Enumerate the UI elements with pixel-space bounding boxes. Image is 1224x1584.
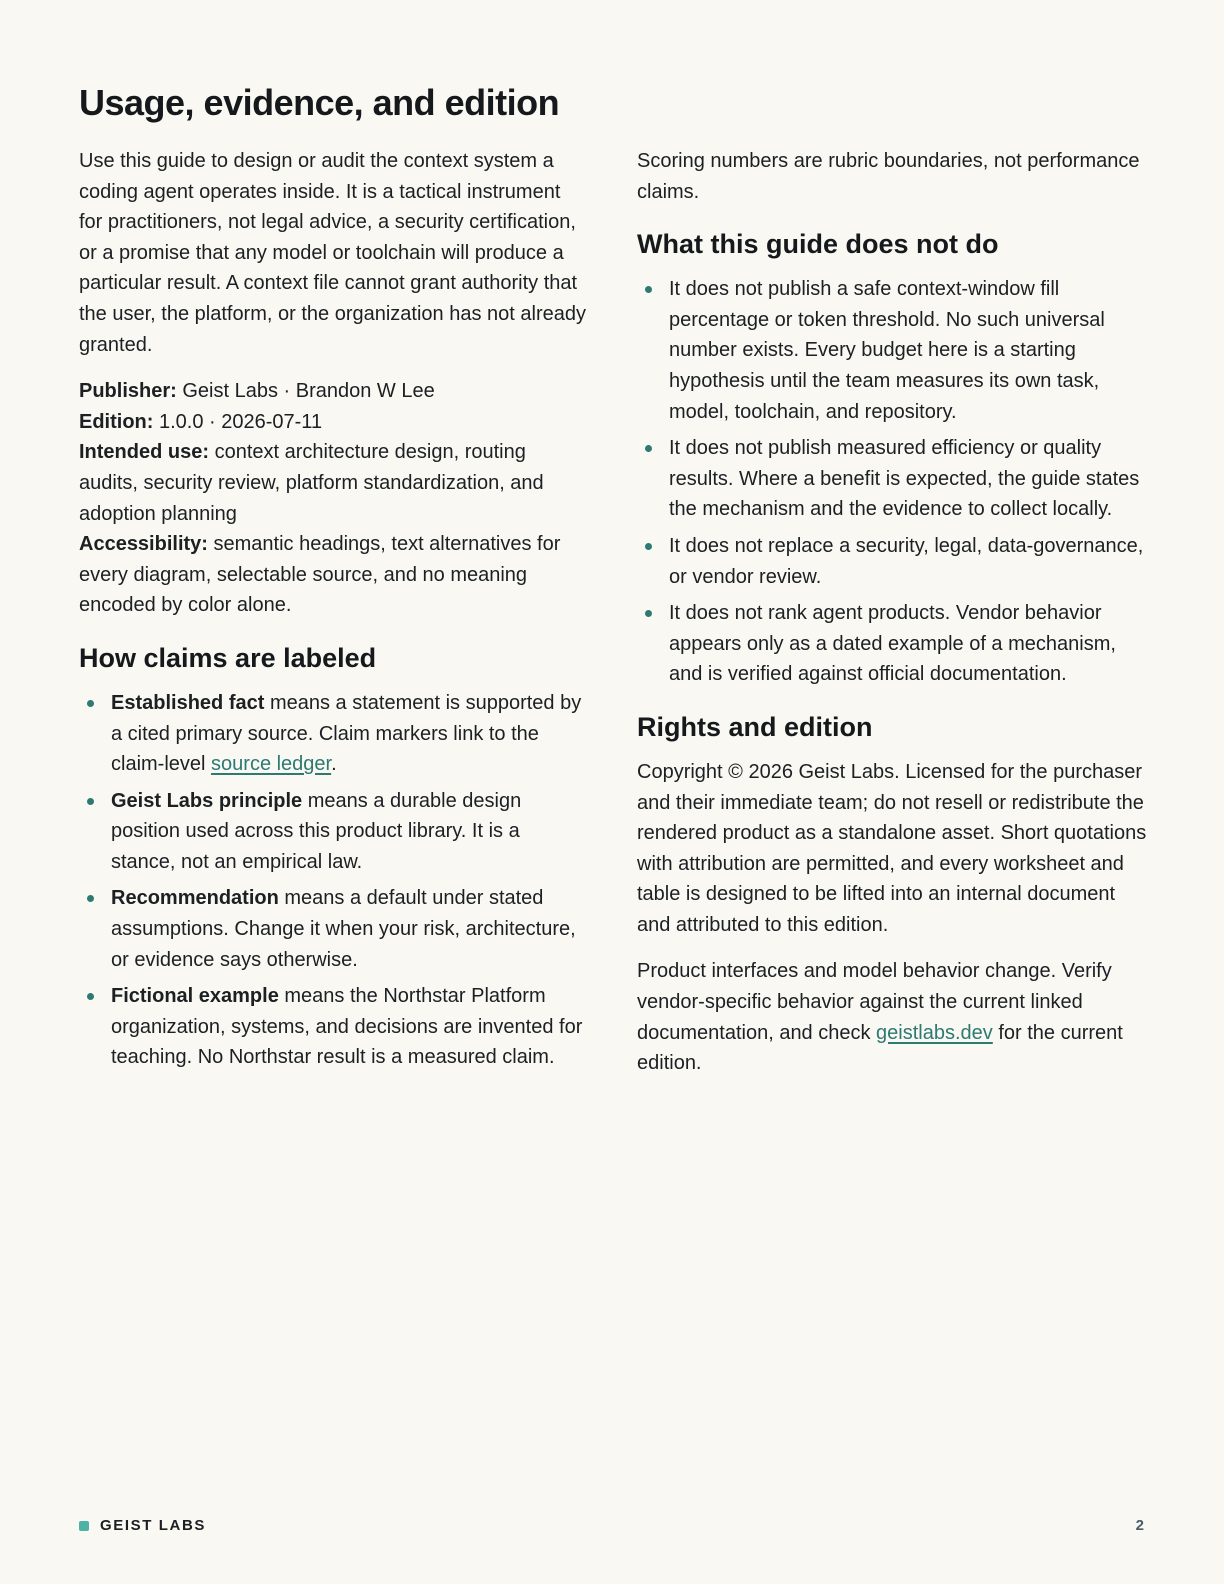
claim-text: means a default under stated assumptions. Change it when your risk, architecture, or evidence says otherwise. bbox=[111, 887, 576, 971]
bullet-icon bbox=[87, 895, 94, 902]
claims-list bbox=[79, 688, 589, 1073]
brand-mark-icon bbox=[79, 1521, 89, 1531]
claim-term: Recommendation bbox=[111, 887, 279, 910]
change-text-end: for the current edition. bbox=[637, 1021, 1123, 1075]
claim-text: means the Northstar Platform organization, systems, and decisions are invented for teaching. No Northstar result is a measured claim. bbox=[111, 985, 583, 1069]
list-item bbox=[79, 688, 589, 780]
bullet-icon bbox=[87, 700, 94, 707]
meta-value: 1.0.0 · 2026-07-11 bbox=[153, 410, 323, 433]
not-do-text: It does not replace a security, legal, data-governance, or vendor review. bbox=[669, 534, 1144, 588]
source-ledger-link[interactable]: source ledger bbox=[211, 753, 332, 776]
claim-term: Fictional example bbox=[111, 985, 279, 1008]
meta-value: context architecture design, routing audits, security review, platform standardization, and adoption planning bbox=[79, 441, 544, 525]
list-item bbox=[79, 981, 589, 1073]
list-item bbox=[637, 531, 1147, 592]
list-item bbox=[637, 274, 1147, 427]
rights-paragraph: Copyright © 2026 Geist Labs. Licensed for the purchaser and their immediate team; do not resell or redistribute the rendered product as a standalone asset. Short quotations with attribution are permitted, and every worksheet and table is designed to be lifted into an internal document and attributed to this edition. bbox=[637, 760, 1147, 936]
intro-paragraph: Use this guide to design or audit the context system a coding agent operates inside. It is a tactical instrument for practitioners, not legal advice, a security certification, or a promise that any model or toolchain will produce a particular result. A context file cannot grant authority that the user, the platform, or the organization has not already granted. bbox=[79, 150, 586, 356]
claim-text: means a statement is supported by a cited primary source. Claim markers link to the claim-level bbox=[111, 691, 582, 776]
not-do-text: It does not rank agent products. Vendor behavior appears only as a dated example of a mechanism, and is verified against official documentation. bbox=[669, 602, 1116, 686]
claim-term: Established fact bbox=[111, 691, 265, 714]
scoring-note: Scoring numbers are rubric boundaries, not performance claims. bbox=[637, 150, 1140, 203]
left-column bbox=[79, 146, 589, 1079]
right-column bbox=[637, 146, 1147, 1095]
bullet-icon bbox=[87, 798, 94, 805]
not-do-text: It does not publish measured efficiency or quality results. Where a benefit is expected, the guide states the mechanism and the evidence to collect locally. bbox=[669, 437, 1140, 521]
bullet-icon bbox=[645, 286, 652, 293]
list-item bbox=[79, 786, 589, 878]
list-item bbox=[637, 598, 1147, 690]
footer-brand-label: GEIST LABS bbox=[100, 1517, 207, 1534]
list-item bbox=[637, 433, 1147, 525]
edition-metadata bbox=[79, 376, 589, 621]
page-number: 2 bbox=[1135, 1517, 1144, 1534]
meta-publisher bbox=[79, 376, 589, 407]
meta-key: Publisher: bbox=[79, 380, 177, 403]
bullet-icon bbox=[645, 543, 652, 550]
meta-value: Geist Labs · Brandon W Lee bbox=[176, 380, 435, 403]
page-title: Usage, evidence, and edition bbox=[79, 82, 560, 123]
claim-text-end: . bbox=[331, 753, 337, 776]
claim-text: means a durable design position used across this product library. It is a stance, not an empirical law. bbox=[111, 789, 522, 873]
bullet-icon bbox=[645, 610, 652, 617]
not-do-list bbox=[637, 274, 1147, 690]
bullet-icon bbox=[87, 993, 94, 1000]
rights-heading: Rights and edition bbox=[637, 711, 873, 742]
meta-key: Accessibility: bbox=[79, 533, 208, 556]
meta-accessibility bbox=[79, 529, 589, 621]
claims-heading: How claims are labeled bbox=[79, 642, 377, 673]
meta-key: Intended use: bbox=[79, 441, 210, 464]
meta-edition bbox=[79, 407, 589, 438]
change-paragraph bbox=[637, 956, 1147, 1078]
not-do-text: It does not publish a safe context-window fill percentage or token threshold. No such universal number exists. Every budget here is a starting hypothesis until the team measures its own task, model, toolchain, and repository. bbox=[669, 278, 1105, 423]
meta-intended-use bbox=[79, 437, 589, 529]
claim-term: Geist Labs principle bbox=[111, 789, 303, 812]
not-do-heading: What this guide does not do bbox=[637, 229, 999, 260]
geistlabs-link[interactable]: geistlabs.dev bbox=[876, 1021, 993, 1044]
change-text: Product interfaces and model behavior change. Verify vendor-specific behavior against the current linked documentation, and check bbox=[637, 960, 1112, 1044]
bullet-icon bbox=[645, 445, 652, 452]
list-item bbox=[79, 883, 589, 975]
meta-value: semantic headings, text alternatives for every diagram, selectable source, and no meaning encoded by color alone. bbox=[79, 533, 561, 617]
footer-brand bbox=[79, 1517, 206, 1534]
meta-key: Edition: bbox=[79, 410, 154, 433]
